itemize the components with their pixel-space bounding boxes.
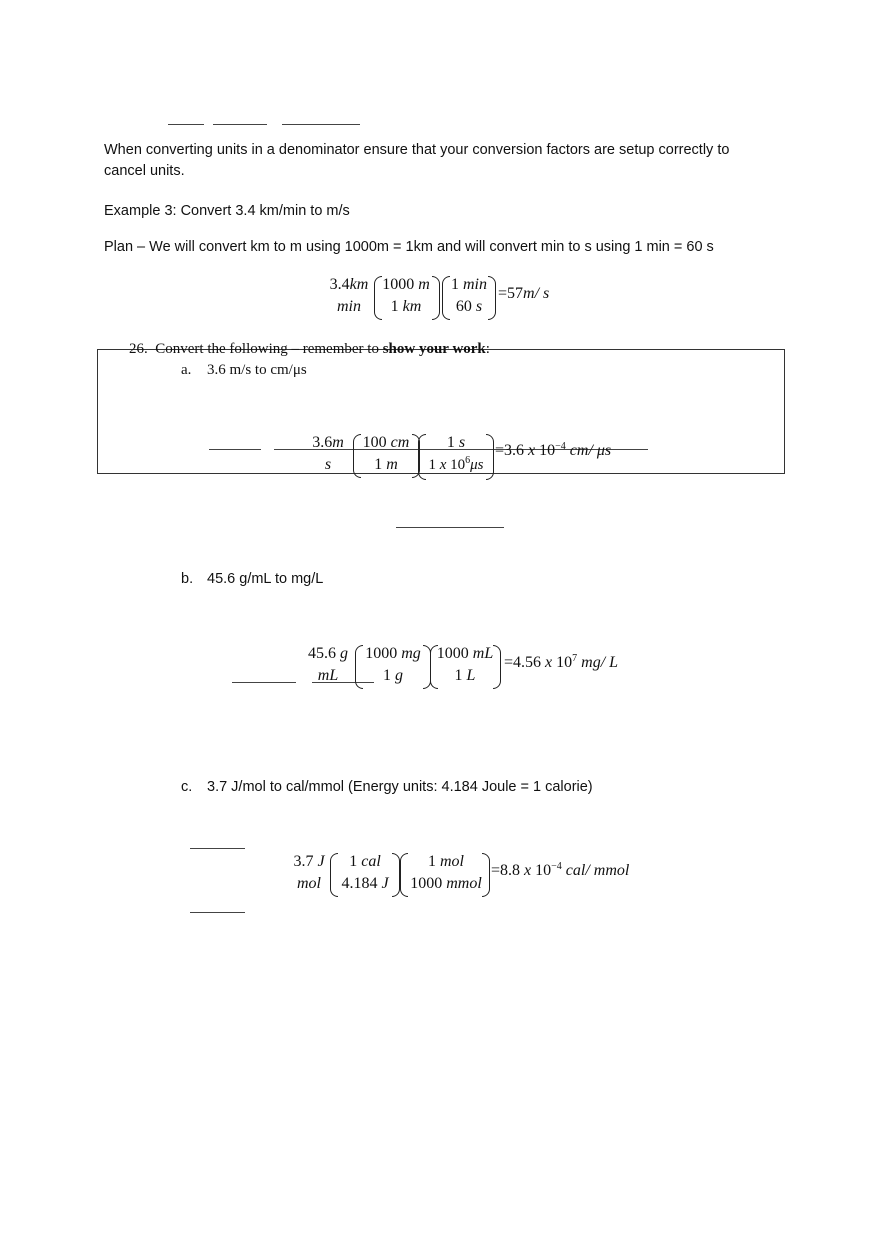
factor-1: 1 cal 4.184 J	[341, 853, 389, 892]
part-a-label: a.	[181, 362, 192, 378]
factor-2: 1 s 1 x $10^6\mu s$	[428, 434, 484, 473]
blank-line	[209, 449, 261, 450]
blank-line	[168, 124, 204, 125]
question-heading: 26. Convert the following – remember to show your work:	[129, 341, 490, 357]
result: =8.8 x $10^{-4}$ cal/ mmol	[491, 861, 630, 879]
part-a-equation	[300, 432, 660, 482]
example-equation	[320, 274, 580, 324]
result: =57m/ s	[498, 285, 550, 302]
blank-line	[213, 124, 267, 125]
fraction-given: 3.4km min	[329, 276, 369, 315]
fraction-given: 3.6m s	[312, 434, 344, 473]
example-title: Example 3: Convert 3.4 km/min to m/s	[104, 203, 350, 219]
fraction-given: 45.6 g mL	[308, 645, 348, 684]
part-c-label: c.	[181, 779, 193, 795]
factor-2: 1 min 60 s	[451, 276, 487, 315]
factor-1: 1000 m 1 km	[382, 276, 430, 315]
fraction-given: 3.7 J mol	[293, 853, 325, 892]
factor-1: 100 cm 1 m	[362, 434, 410, 473]
part-b-prompt: 45.6 g/mL to mg/L	[207, 571, 324, 587]
result: =4.56 x $10^7$ mg/ L	[504, 653, 619, 671]
part-b-label: b.	[181, 571, 194, 587]
part-a-prompt: 3.6 m/s to cm/μs	[207, 362, 307, 378]
part-c-prompt: 3.7 J/mol to cal/mmol (Energy units: 4.184 Joule = 1 calorie)	[207, 779, 593, 795]
blank-line	[232, 682, 296, 683]
factor-2: 1 mol 1000 mmol	[410, 853, 482, 892]
result: =3.6 x $10^{-4}$ cm/ μs	[495, 441, 612, 459]
plan-text: Plan – We will convert km to m using 1000m = 1km and will convert min to s using 1 min = 60 s	[104, 239, 714, 255]
blank-line	[396, 527, 504, 528]
part-b-equation	[304, 643, 644, 693]
part-c-equation	[290, 851, 650, 901]
factor-2: 1000 mL 1 L	[436, 645, 494, 684]
intro-paragraph: When converting units in a denominator ensure that your conversion factors are setup correctly to cancel units.	[104, 142, 730, 179]
factor-1: 1000 mg 1 g	[365, 645, 421, 684]
blank-line	[282, 124, 360, 125]
blank-line	[190, 912, 245, 913]
blank-line	[190, 848, 245, 849]
